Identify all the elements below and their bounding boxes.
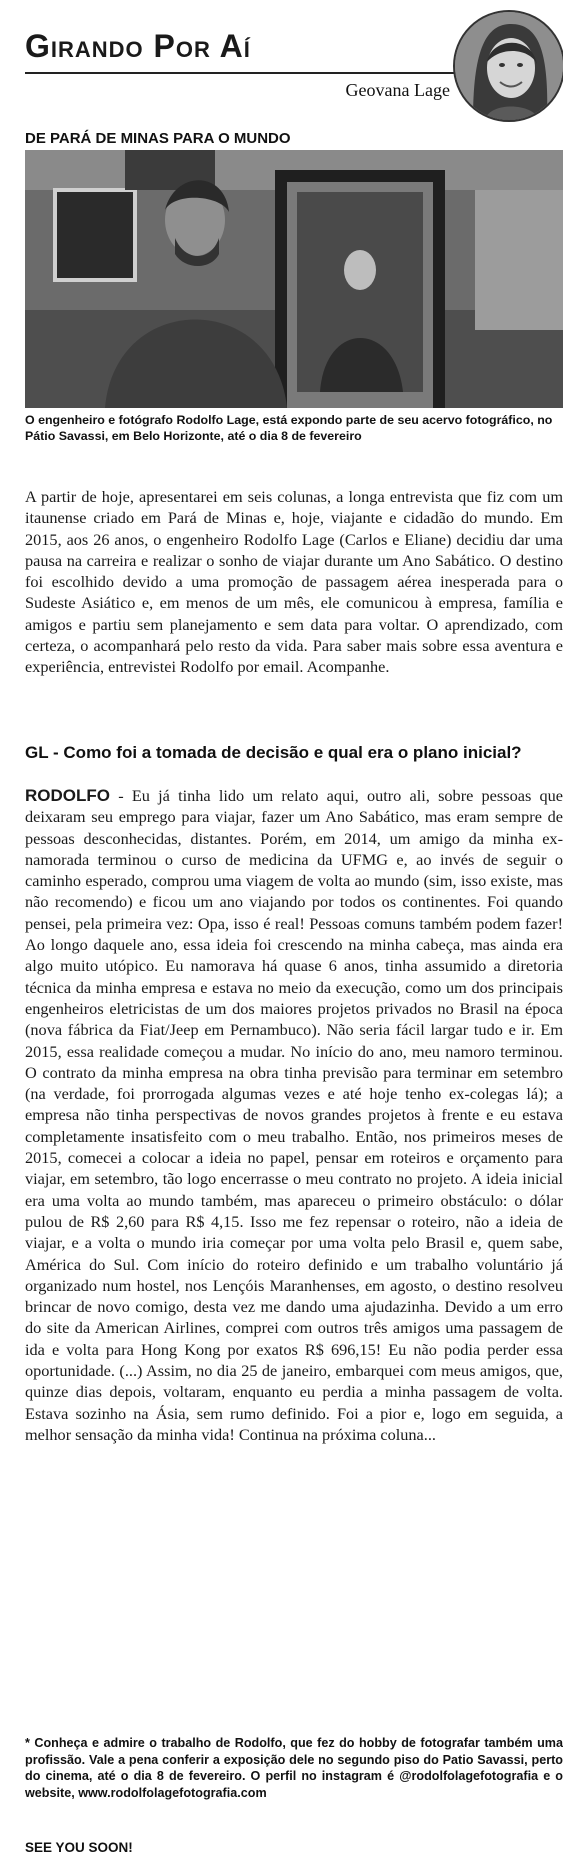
header-rule [25,72,465,74]
author-portrait-image [455,12,563,120]
photo-caption: O engenheiro e fotógrafo Rodolfo Lage, está expondo parte de seu acervo fotográfico, no Pátio Savassi, em Belo Horizonte, até o dia 8 de fevereiro [25,413,553,443]
footnote: * Conheça e admire o trabalho de Rodolfo, que fez do hobby de fotografar também uma profissão. Vale a pena conferir a exposição dele no segundo piso do Patio Savassi, perto do cinema, até o dia 8 de fevereiro. O perfil no instagram é @rodolfolagefotografia e o website, www.rodolfolagefotografia.com [25,1736,563,1800]
author-portrait [453,10,563,122]
intro-paragraph: A partir de hoje, apresentarei em seis colunas, a longa entrevista que fiz com um itaunense criado em Pará de Minas e, hoje, viajante e cidadão do mundo. Em 2015, aos 26 anos, o engenheiro Rodolfo Lage (Carlos e Eliane) decidiu dar uma pausa na carreira e realizar o sonho de viajar durante um Ano Sabático. O destino foi escolhido devido a uma promoção de passagem aérea inesperada para o Sudeste Asiático e, em menos de um mês, ele comunicou à empresa, família e amigos e partiu sem planejamento e sem data para voltar. O aprendizado, com certeza, o acompanhará pelo resto da vida. Para saber mais sobre essa aventura e experiência, entrevistei Rodolfo por email. Acompanhe. [25,487,563,677]
interview-answer [25,785,563,1445]
interview-question: GL - Como foi a tomada de decisão e qual era o plano inicial? [25,743,522,762]
author-name: Geovana Lage [345,80,450,100]
column-title: Girando Por Aí [25,28,251,64]
article-headline: DE PARÁ DE MINAS PARA O MUNDO [25,130,291,147]
article-photo [25,150,563,408]
signoff: SEE YOU SOON! [25,1840,133,1855]
exhibition-photo [25,150,563,408]
answer-text: - Eu já tinha lido um relato aqui, outro ali, sobre pessoas que deixaram seu emprego para viajar, fazer um Ano Sabático, mas eram sempre de pessoas desconhecidas, distantes. Porém, em 2014, um amigo da minha ex-namorada terminou o curso de medicina da UFMG e, ao invés de seguir o caminho esperado, comprou uma viagem de volta ao mundo (sim, isso existe, mas não recomendo) e ficou um ano viajando por todos os continentes. Foi quando pensei, pela primeira vez: Opa, isso é real! Pessoas comuns também podem fazer! Ao longo daquele ano, essa ideia foi crescendo na minha cabeça, mas ainda era algo muito utópico. Eu namorava há quase 6 anos, tinha assumido a diretoria técnica da minha empresa e estava no meio da execução, como um dos principais engenheiros eletricistas de um dos maiores projetos privados no Brasil na época (nova fábrica da Fiat/Jeep em Pernambuco). Não seria fácil largar tudo e ir. Em 2015, essa realidade começou a mudar. No início do ano, meu namoro terminou. O contrato da minha empresa na obra tinha previsão para terminar em setembro (na verdade, foi prorrogada algumas vezes e até hoje tenho ex-colegas lá); a empresa não tinha perspectivas de novos grandes projetos à frente e eu estava completamente insatisfeito com o meu trabalho. Então, nos primeiros meses de 2015, comecei a colocar a ideia no papel, pensar em roteiros e orçamento para viajar, em setembro, tão logo encerrasse o meu contrato no projeto. A ideia inicial era uma volta ao mundo também, mas apareceu o primeiro obstáculo: o dólar pulou de R$ 2,60 para R$ 4,15. Isso me fez repensar o roteiro, não a ideia de viajar, e a volta o mundo iria começar por uma volta pelo Brasil e, quem sabe, América do Sul. Com início do roteiro definido e um trabalho voluntário já organizado num hostel, nos Lençóis Maranhenses, em agosto, o destino resolveu brincar de novo comigo, desta vez me dando uma ajudazinha. Devido a um erro do site da American Airlines, comprei com outros três amigos uma passagem de ida e volta para Hong Kong por exatos R$ 696,15! Eu não podia perder essa oportunidade. (...) Assim, no dia 25 de janeiro, embarquei com meus amigos, que, quinze dias depois, voltaram, enquanto eu perdia a minha passagem de volta. Estava sozinho na Ásia, sem rumo definido. Foi a pior e, logo em seguida, a melhor sensação da minha vida! Continua na próxima coluna... [25,786,563,1444]
answer-speaker: RODOLFO [25,786,110,805]
column-header [25,10,563,130]
